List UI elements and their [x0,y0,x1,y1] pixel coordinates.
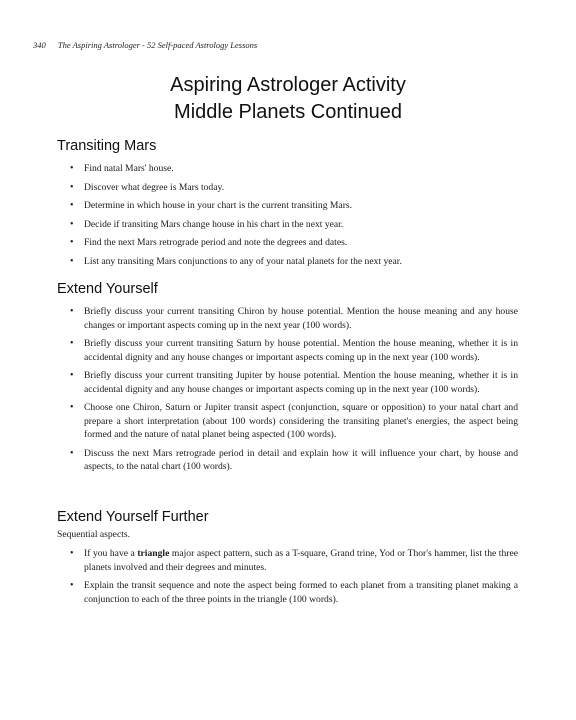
list-item: • Find natal Mars' house. [57,162,518,176]
item-text-bold: triangle [137,548,170,559]
transiting-mars-list [57,162,518,273]
extend-yourself-list [57,305,518,479]
title-line-2: Middle Planets Continued [174,101,402,123]
title-line-1: Aspiring Astrologer Activity [170,74,406,96]
list-item: • Briefly discuss your current transiting Chiron by house potential. Mention the house meaning and any house changes or important aspects coming up in the next year (100 words). [57,305,518,332]
page-title [0,72,576,126]
list-item: • Choose one Chiron, Saturn or Jupiter transit aspect (conjunction, square or opposition) to your natal chart and prepare a short interpretation (about 100 words) considering the transiting planet's energies, the aspect being formed and the nature of natal planet being aspected (100 words). [57,401,518,442]
page-number: 340 [33,40,46,50]
book-title: The Aspiring Astrologer - 52 Self-paced Astrology Lessons [57,40,258,50]
item-text-after: major aspect pattern, such as a T-square, Grand trine, Yod or Thor's hammer, list the three planets involved and their degrees and minutes. [84,548,518,573]
list-item: • Discuss the next Mars retrograde period in detail and explain how it will influence your chart, by house and aspects, to the natal chart (100 words). [57,447,518,474]
list-item: • List any transiting Mars conjunctions to any of your natal planets for the next year. [57,255,518,269]
list-item: • Briefly discuss your current transiting Jupiter by house potential. Mention the house meaning, whether it is in accidental dignity and any house changes or important aspects coming up in the next year (100 words). [57,369,518,396]
intro-text: Sequential aspects. [57,529,130,540]
section-heading-extend-yourself-further: Extend Yourself Further [57,509,209,525]
list-item: • Discover what degree is Mars today. [57,181,518,195]
section-heading-extend-yourself: Extend Yourself [57,281,158,297]
section-heading-transiting-mars: Transiting Mars [57,138,157,154]
list-item [57,547,518,574]
list-item: • Briefly discuss your current transiting Saturn by house potential. Mention the house meaning, whether it is in accidental dignity and any house changes or important aspects coming up in the next year (100 words). [57,337,518,364]
list-item: • Determine in which house in your chart is the current transiting Mars. [57,199,518,213]
running-head [33,40,257,50]
extend-further-list [57,547,518,611]
list-item: • Explain the transit sequence and note the aspect being formed to each planet from a transiting planet making a conjunction to each of the three points in the triangle (100 words). [57,579,518,606]
item-text-before: If you have a [84,548,138,559]
list-item: • Find the next Mars retrograde period and note the degrees and dates. [57,236,518,250]
list-item: • Decide if transiting Mars change house in his chart in the next year. [57,218,518,232]
